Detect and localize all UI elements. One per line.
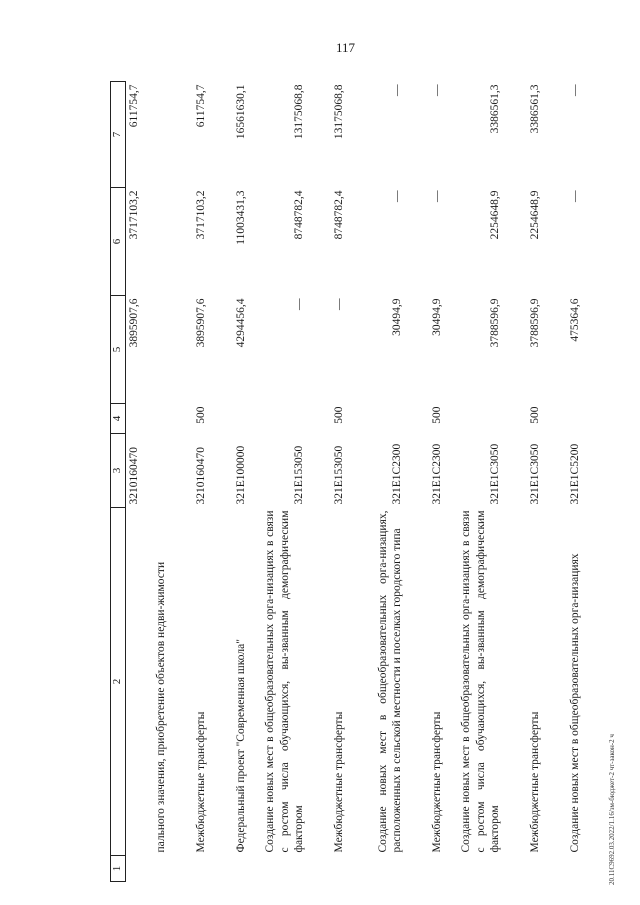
row-value-2023: — [569, 190, 582, 202]
column-header: 4 [111, 404, 126, 434]
table-row [170, 82, 210, 882]
row-value-2024: 611754,7 [195, 84, 208, 128]
row-value-2022: 3895907,6 [128, 298, 140, 348]
row-value-2024: 13175068,8 [293, 84, 306, 140]
row-value-2022: 3788596,9 [529, 298, 542, 348]
row-code: 3210160470 [195, 447, 208, 505]
column-header: 3 [111, 434, 126, 508]
row-value-2023: 11003431,3 [235, 190, 248, 245]
table-row [210, 82, 250, 882]
row-code: 321E153050 [333, 445, 346, 505]
table-row [308, 82, 348, 882]
row-name: Межбюджетные трансферты [529, 711, 542, 853]
row-name: Федеральный проект "Современная школа" [235, 639, 248, 853]
row-value-2023: — [391, 190, 404, 202]
row-kvr [348, 404, 406, 434]
row-code: 321E153050 [293, 445, 306, 505]
row-value-2023: 8748782,4 [293, 190, 306, 240]
row-value-2022: 4294456,4 [235, 298, 248, 348]
table-row [544, 82, 584, 882]
row-name: Создание новых мест в общеобразовательных орга-низациях в связи с ростом числа обучающихся, вы-званным демографическим фактором [264, 510, 306, 853]
document-code: 20.11C9692.03.2022/1.16/зм-бюджет-2 чт-закон-2 ч [608, 734, 616, 885]
table-row [250, 82, 308, 882]
row-name: Создание новых мест в общеобразовательных орга-низациях [569, 553, 582, 853]
row-value-2024: — [569, 84, 582, 96]
table-row [406, 82, 446, 882]
table-header-row [111, 82, 126, 882]
table-row [446, 82, 504, 882]
row-name: Межбюджетные трансферты [333, 711, 346, 853]
row-name: Создание новых мест в общеобразовательных орга-низациях в связи с ростом числа обучающихся, вы-званным демографическим фактором [460, 510, 502, 853]
row-value-2023: — [431, 190, 444, 202]
row-code: 321E1C5200 [569, 443, 582, 505]
row-code: 321E1C2300 [431, 443, 444, 505]
row-value-2024: 16561630,1 [235, 84, 248, 140]
table-row [348, 82, 406, 882]
row-value-2022: 30494,9 [391, 298, 404, 336]
row-value-2022: 30494,9 [431, 298, 444, 336]
page-number: 117 [336, 40, 356, 55]
row-value-2022: 475364,6 [569, 298, 582, 342]
row-value-2024: — [431, 84, 444, 96]
row-value-2023: 2254648,9 [489, 190, 502, 240]
budget-table [110, 81, 584, 882]
row-value-2024: 611754,7 [128, 84, 140, 128]
column-header: 7 [111, 82, 126, 188]
column-header: 6 [111, 188, 126, 296]
row-name: Межбюджетные трансферты [195, 711, 208, 853]
row-value-2024: 13175068,8 [333, 84, 346, 140]
row-kvr: 500 [431, 406, 444, 424]
row-kvr: 500 [195, 406, 208, 424]
row-value-2023: 2254648,9 [529, 190, 542, 240]
column-header: 5 [111, 296, 126, 404]
row-value-2024: — [391, 84, 404, 96]
row-code: 321E100000 [235, 445, 248, 505]
row-kvr [126, 404, 170, 434]
row-value-2022: 3895907,6 [195, 298, 208, 348]
table-row [504, 82, 544, 882]
row-kvr [210, 404, 250, 434]
row-value-2022: 3788596,9 [489, 298, 502, 348]
row-kvr [250, 404, 308, 434]
row-kvr [544, 404, 584, 434]
row-code: 321E1C2300 [391, 443, 404, 505]
row-value-2022: — [293, 298, 306, 310]
row-value-2023: 3717103,2 [195, 190, 208, 240]
row-value-2024: 3386561,3 [529, 84, 542, 134]
row-code: 3210160470 [128, 447, 140, 505]
rotated-table-container [110, 82, 582, 882]
row-code: 321E1C3050 [489, 443, 502, 505]
row-name: Создание новых мест в общеобразовательных орга-низациях, расположенных в сельской местности и поселках городского типа [376, 510, 404, 853]
row-value-2022: — [333, 298, 346, 310]
row-kvr [446, 404, 504, 434]
row-kvr: 500 [529, 406, 542, 424]
column-header: 2 [111, 508, 126, 856]
row-kvr: 500 [333, 406, 346, 424]
row-name: Межбюджетные трансферты [431, 711, 444, 853]
row-name: пального значения, приобретение объектов недви-жимости [155, 561, 168, 853]
row-value-2024: 3386561,3 [489, 84, 502, 134]
table-row [126, 82, 170, 882]
row-code: 321E1C3050 [529, 443, 542, 505]
row-value-2023: 8748782,4 [333, 190, 346, 240]
column-header: 1 [111, 856, 126, 882]
row-value-2023: 3717103,2 [128, 190, 140, 240]
